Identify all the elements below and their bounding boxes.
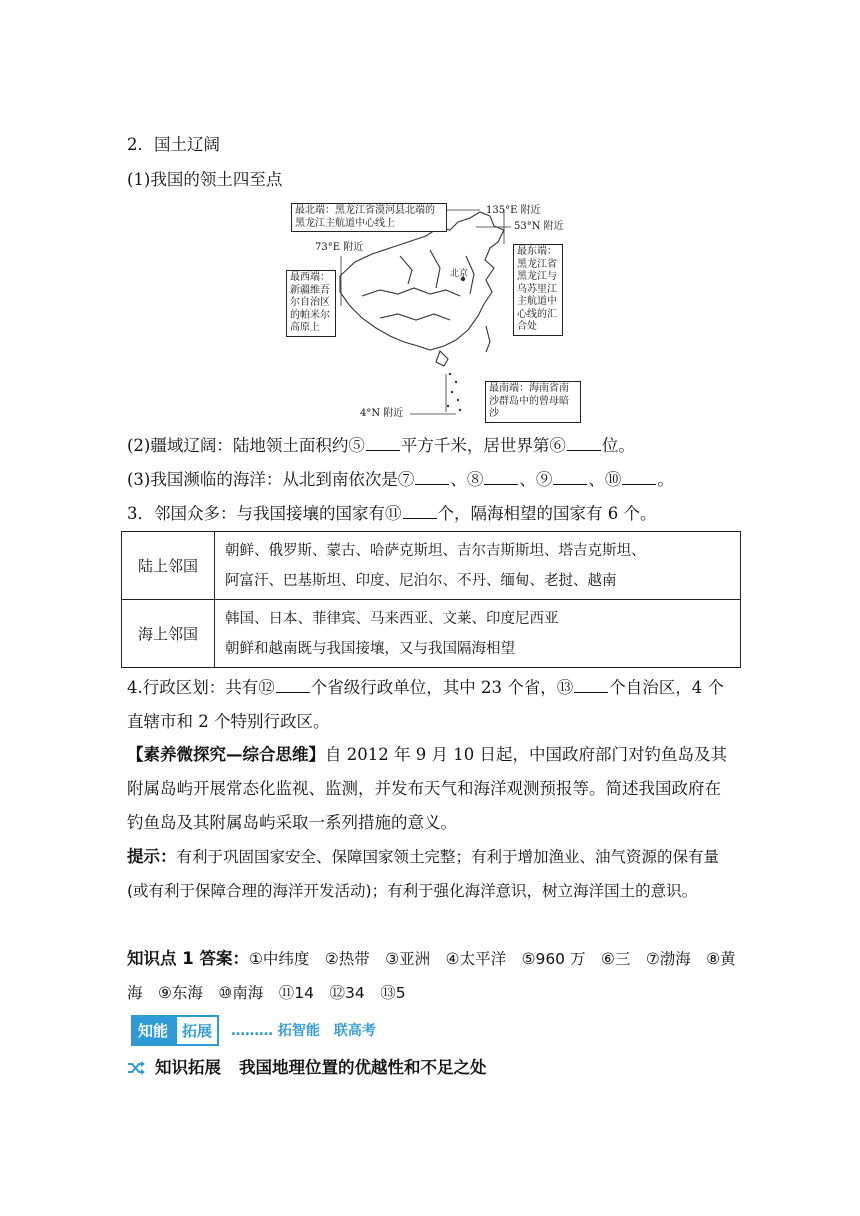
q3-text-d: 、⑩ — [588, 470, 622, 489]
banner-right: 拓展 — [175, 1015, 219, 1046]
section-title: 2．国土辽阔 — [127, 135, 220, 154]
q3-text-a: (3)我国濒临的海洋：从北到南依次是⑦ — [127, 470, 415, 489]
table-row — [122, 600, 741, 668]
banner-subtitle: ……… 拓智能 联高考 — [231, 1023, 376, 1039]
sea-neighbors-line1: 韩国、日本、菲律宾、马来西亚、文莱、印度尼西亚 — [225, 610, 559, 627]
s4-text-a: 4.行政区划：共有⑫ — [127, 678, 275, 697]
s3-text-b: 个，隔海相望的国家有 6 个。 — [437, 504, 657, 523]
north-point-label: 最北端：黑龙江省漠河县北端的黑龙江主航道中心线上 — [291, 203, 447, 232]
sea-neighbors-header: 海上邻国 — [122, 600, 215, 668]
q3-text-b: 、⑧ — [450, 470, 484, 489]
q2-text-b: 平方千米，居世界第⑥ — [400, 436, 566, 455]
land-neighbors-line1: 朝鲜、俄罗斯、蒙古、哈萨克斯坦、吉尔吉斯斯坦、塔吉克斯坦、 — [225, 542, 646, 559]
banner-left: 知能 — [131, 1015, 175, 1046]
sea-neighbors-cell — [215, 600, 741, 668]
extension-banner — [131, 1016, 376, 1044]
section-3 — [127, 502, 657, 526]
east-point-label: 最东端：黑龙江省黑龙江与乌苏里江主航道中心线的汇合处 — [513, 244, 563, 336]
answer-paragraph — [127, 942, 737, 1010]
knowledge-title: 我国地理位置的优越性和不足之处 — [239, 1058, 487, 1077]
blank-5[interactable] — [366, 436, 400, 451]
question-2 — [127, 434, 635, 458]
answer-label: 知识点 1 答案： — [127, 949, 249, 968]
shuffle-icon — [127, 1061, 145, 1075]
s4-text-c: 个自治区，4 个直辖市和 2 个特别行政区。 — [127, 678, 724, 731]
q2-text-a: (2)疆域辽阔：陆地领土面积约⑤ — [127, 436, 365, 455]
beijing-label: 北京 — [450, 269, 469, 279]
neighbor-table — [121, 531, 741, 668]
section-4 — [127, 671, 737, 739]
s3-text-a: 3．邻国众多：与我国接壤的国家有⑪ — [127, 504, 402, 523]
s4-text-b: 个省级行政单位，其中 23 个省，⑬ — [310, 678, 574, 697]
lat4-label: 4°N 附近 — [360, 408, 404, 419]
land-neighbors-cell — [215, 532, 741, 600]
hint-label: 提示： — [127, 847, 177, 866]
lon135-label: 135°E 附近 — [486, 205, 541, 216]
lat53-label: 53°N 附近 — [514, 221, 564, 232]
explore-paragraph — [127, 738, 737, 840]
blank-7[interactable] — [415, 470, 449, 485]
explore-title: 【素养微探究—综合思维】 — [127, 745, 325, 764]
question-3 — [127, 468, 674, 492]
table-row — [122, 532, 741, 600]
blank-11[interactable] — [403, 504, 437, 519]
hint-text: 有利于巩固国家安全、保障国家领土完整；有利于增加渔业、油气资源的保有量(或有利于保障合理的海洋开发活动)；有利于强化海洋意识，树立海洋国土的意识。 — [127, 848, 720, 900]
blank-6[interactable] — [567, 436, 601, 451]
blank-9[interactable] — [553, 470, 587, 485]
explore-text: 自 2012 年 9 月 10 日起，中国政府部门对钓鱼岛及其附属岛屿开展常态化监视、监测，并发布天气和海洋观测预报等。简述我国政府在钓鱼岛及其附属岛屿采取一系列措施的意义。 — [127, 745, 727, 832]
question-1: (1)我国的领土四至点 — [127, 170, 283, 189]
q2-text-c: 位。 — [601, 436, 635, 455]
china-map-figure — [280, 196, 580, 424]
knowledge-heading — [127, 1056, 487, 1080]
south-point-label: 最南端：海南省南沙群岛中的曾母暗沙 — [485, 381, 581, 423]
knowledge-label: 知识拓展 — [155, 1058, 221, 1077]
blank-8[interactable] — [484, 470, 518, 485]
land-neighbors-header: 陆上邻国 — [122, 532, 215, 600]
q3-text-e: 。 — [657, 470, 674, 489]
blank-13[interactable] — [574, 678, 608, 693]
answer-text: ①中纬度 ②热带 ③亚洲 ④太平洋 ⑤960 万 ⑥三 ⑦渤海 ⑧黄海 ⑨东海 ⑩南海 ⑪14 ⑫34 ⑬5 — [127, 950, 736, 1002]
blank-12[interactable] — [276, 678, 310, 693]
lon73-label: 73°E 附近 — [315, 242, 364, 253]
sea-neighbors-line2: 朝鲜和越南既与我国接壤，又与我国隔海相望 — [225, 640, 515, 657]
q3-text-c: 、⑨ — [519, 470, 553, 489]
land-neighbors-line2: 阿富汗、巴基斯坦、印度、尼泊尔、不丹、缅甸、老挝、越南 — [225, 572, 617, 589]
hint-paragraph — [127, 840, 737, 908]
blank-10[interactable] — [622, 470, 656, 485]
west-point-label: 最西端：新疆维吾尔自治区的帕米尔高原上 — [286, 270, 336, 337]
